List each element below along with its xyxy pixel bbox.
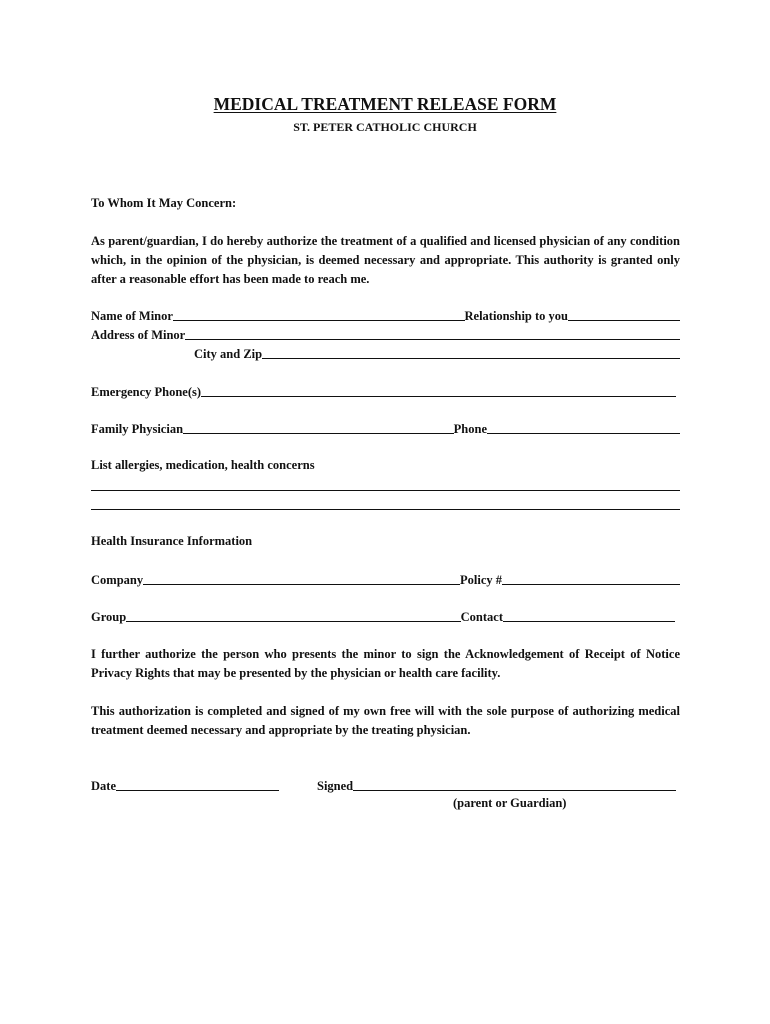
policy-label: Policy # [459, 573, 502, 587]
company-label: Company [91, 573, 144, 587]
address-row [91, 325, 680, 343]
address-of-minor-field[interactable] [185, 327, 680, 340]
salutation: To Whom It May Concern: [91, 196, 237, 210]
contact-field[interactable] [503, 609, 675, 622]
signed-label: Signed [317, 779, 354, 793]
allergies-label: List allergies, medication, health concerns [91, 458, 315, 472]
family-physician-label: Family Physician [91, 422, 184, 436]
group-label: Group [91, 610, 127, 624]
family-physician-field[interactable] [183, 421, 454, 434]
signature-field[interactable] [353, 778, 676, 791]
insurance-heading: Health Insurance Information [91, 534, 253, 548]
allergies-line-1[interactable] [91, 490, 680, 491]
policy-field[interactable] [502, 572, 680, 585]
date-field[interactable] [116, 778, 279, 791]
minor-name-row [91, 306, 680, 324]
company-row [91, 570, 680, 588]
form-title: MEDICAL TREATMENT RELEASE FORM [213, 94, 557, 114]
emergency-phone-row [91, 382, 676, 400]
name-of-minor-field[interactable] [173, 308, 465, 321]
name-of-minor-label: Name of Minor [91, 309, 173, 323]
relationship-field[interactable] [568, 308, 680, 321]
city-zip-row [194, 344, 680, 362]
phone-label: Phone [453, 422, 487, 436]
date-row [91, 776, 279, 794]
completion-paragraph: This authorization is completed and signed of my own free will with the sole purpose of authorizing medical treatment deemed necessary and appropriate by the treating physician. [91, 704, 680, 737]
church-name: ST. PETER CATHOLIC CHURCH [293, 120, 477, 134]
contact-label: Contact [460, 610, 503, 624]
physician-row [91, 419, 680, 437]
group-row [91, 607, 675, 625]
city-zip-label: City and Zip [194, 347, 263, 361]
city-zip-field[interactable] [262, 346, 680, 359]
emergency-phone-label: Emergency Phone(s) [91, 385, 202, 399]
signed-row [317, 776, 676, 794]
address-of-minor-label: Address of Minor [91, 328, 186, 342]
further-authorization-paragraph: I further authorize the person who presents the minor to sign the Acknowledgement of Receipt of Notice Privacy Rights that may be presented by the physician or health care facility. [91, 647, 680, 680]
physician-phone-field[interactable] [487, 421, 680, 434]
relationship-label: Relationship to you [464, 309, 568, 323]
emergency-phone-field[interactable] [201, 384, 676, 397]
allergies-line-2[interactable] [91, 509, 680, 510]
company-field[interactable] [143, 572, 460, 585]
authorization-paragraph: As parent/guardian, I do hereby authorize the treatment of a qualified and licensed physician of any condition which, in the opinion of the physician, is deemed necessary and appropriate. This authority is granted only after a reasonable effort has been made to reach me. [91, 234, 680, 286]
group-field[interactable] [126, 609, 460, 622]
date-label: Date [91, 779, 116, 793]
signer-note: (parent or Guardian) [453, 796, 567, 810]
